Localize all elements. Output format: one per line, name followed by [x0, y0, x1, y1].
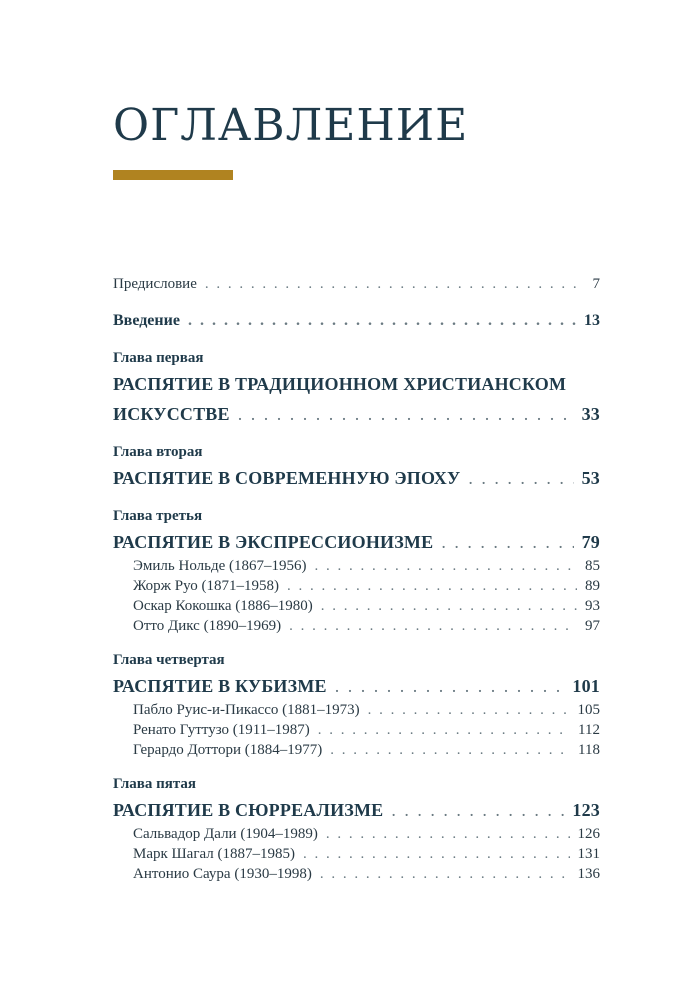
toc-page-number: 33: [581, 404, 600, 424]
toc-entry-label: Сальвадор Дали (1904–1989): [133, 826, 318, 842]
chapter-heading: Глава вторая: [113, 444, 203, 460]
toc-entry-chapter-2[interactable]: [113, 468, 600, 494]
toc-page-number: 112: [578, 722, 600, 738]
toc-page-number: 118: [578, 742, 600, 758]
toc-page-number: 97: [585, 618, 600, 634]
toc-page-number: 13: [584, 312, 600, 329]
toc-entry-label: Введение: [113, 312, 180, 329]
title-underline: [113, 170, 233, 180]
toc-subentry[interactable]: [113, 618, 600, 638]
toc-subentry[interactable]: [113, 702, 600, 722]
toc-page-number: 126: [577, 826, 600, 842]
chapter-heading: Глава пятая: [113, 776, 197, 792]
toc-page-number: 79: [581, 532, 600, 552]
toc-entry-chapter-4[interactable]: [113, 676, 600, 702]
toc-entry-label: Пабло Руис-и-Пикассо (1881–1973): [133, 702, 360, 718]
dot-leader: [303, 846, 570, 863]
chapter-title-line[interactable]: РАСПЯТИЕ В ТРАДИЦИОННОМ ХРИСТИАНСКОМ: [113, 374, 567, 394]
chapter-title: РАСПЯТИЕ В СЮРРЕАЛИЗМЕ: [113, 800, 384, 820]
chapter-title-line: ИСКУССТВЕ: [113, 404, 230, 424]
dot-leader: [335, 676, 565, 697]
dot-leader: [321, 598, 577, 615]
toc-subentry[interactable]: [113, 598, 600, 618]
toc-page-number: 105: [577, 702, 600, 718]
dot-leader: [441, 532, 573, 553]
dot-leader: [315, 558, 578, 575]
toc-entry-label: Отто Дикс (1890–1969): [133, 618, 282, 634]
toc-subentry[interactable]: [113, 826, 600, 846]
dot-leader: [330, 742, 570, 759]
toc-page-number: 7: [592, 276, 600, 292]
toc-page-number: 89: [585, 578, 600, 594]
dot-leader: [391, 800, 564, 821]
dot-leader: [320, 866, 570, 883]
dot-leader: [205, 276, 585, 293]
dot-leader: [238, 404, 574, 425]
toc-subentry[interactable]: [113, 722, 600, 742]
toc-page-number: 53: [581, 468, 600, 488]
dot-leader: [368, 702, 570, 719]
toc-subentry[interactable]: [113, 578, 600, 598]
toc-entry-label: Жорж Руо (1871–1958): [133, 578, 280, 594]
toc-entry-label: Предисловие: [113, 276, 197, 292]
toc-page-number: 93: [585, 598, 600, 614]
chapter-title: РАСПЯТИЕ В КУБИЗМЕ: [113, 676, 327, 696]
toc-entry-label: Герардо Доттори (1884–1977): [133, 742, 323, 758]
chapter-heading: Глава третья: [113, 508, 203, 524]
toc-entry-label: Эмиль Нольде (1867–1956): [133, 558, 307, 574]
toc-entry-chapter-1[interactable]: [113, 404, 600, 430]
toc-entry-chapter-5[interactable]: [113, 800, 600, 826]
dot-leader: [289, 618, 577, 635]
dot-leader: [188, 312, 576, 330]
toc-entry-label: Марк Шагал (1887–1985): [133, 846, 295, 862]
toc-subentry[interactable]: [113, 846, 600, 866]
dot-leader: [287, 578, 577, 595]
toc-entry-preface[interactable]: [113, 276, 600, 300]
toc-entry-label: Антонио Саура (1930–1998): [133, 866, 312, 882]
chapter-title: РАСПЯТИЕ В СОВРЕМЕННУЮ ЭПОХУ: [113, 468, 461, 488]
chapter-title: РАСПЯТИЕ В ЭКСПРЕССИОНИЗМЕ: [113, 532, 434, 552]
dot-leader: [326, 826, 570, 843]
toc-entry-introduction[interactable]: [113, 312, 600, 336]
toc-subentry[interactable]: [113, 558, 600, 578]
toc-subentry[interactable]: [113, 866, 600, 886]
toc-entry-chapter-3[interactable]: [113, 532, 600, 558]
chapter-heading: Глава первая: [113, 350, 204, 366]
dot-leader: [468, 468, 573, 489]
toc-entry-label: Оскар Кокошка (1886–1980): [133, 598, 313, 614]
dot-leader: [318, 722, 570, 739]
toc-page-number: 101: [572, 676, 600, 696]
table-of-contents: [113, 276, 600, 886]
toc-page-number: 123: [572, 800, 600, 820]
toc-subentry[interactable]: [113, 742, 600, 762]
toc-page-number: 136: [577, 866, 600, 882]
chapter-heading: Глава четвертая: [113, 652, 225, 668]
page-title: ОГЛАВЛЕНИЕ: [113, 100, 469, 151]
toc-entry-label: Ренато Гуттузо (1911–1987): [133, 722, 310, 738]
toc-page-number: 85: [585, 558, 600, 574]
toc-page-number: 131: [577, 846, 600, 862]
